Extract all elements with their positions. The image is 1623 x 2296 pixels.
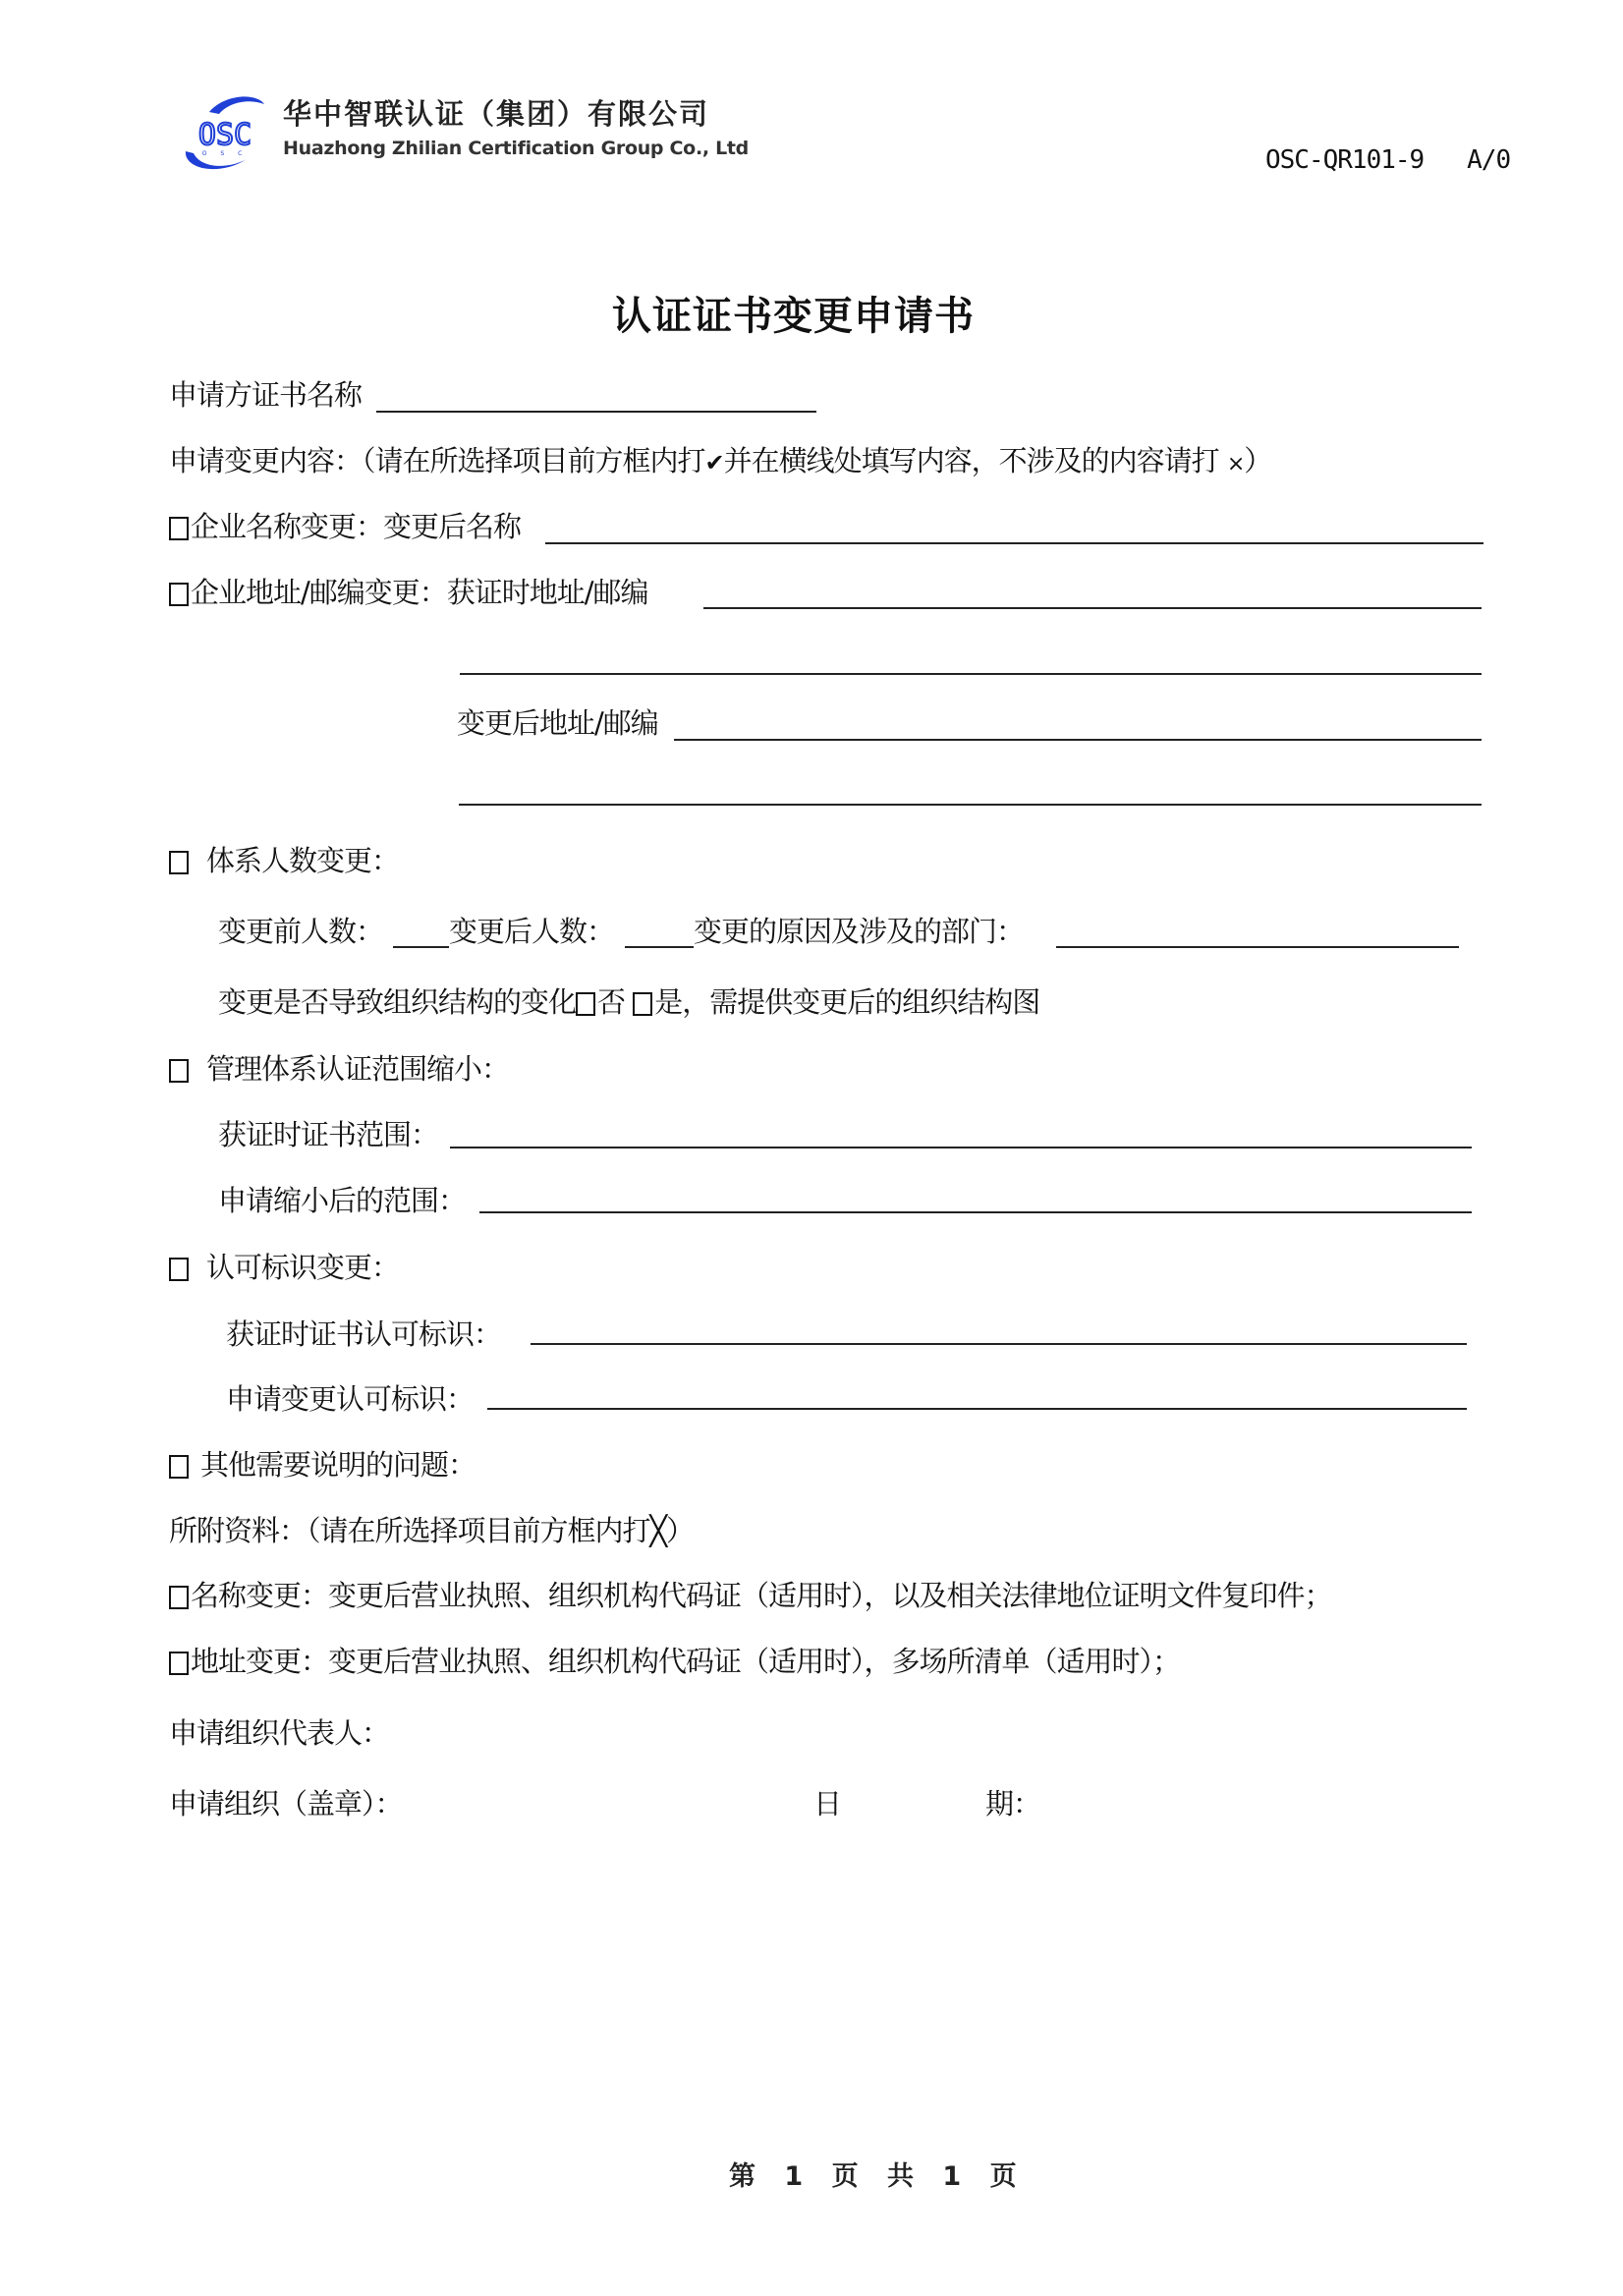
staff-change-row: 体系人数变更： bbox=[169, 843, 399, 878]
name-change-row: 企业名称变更：变更后名称 bbox=[169, 509, 521, 544]
attachment-item: 名称变更：变更后营业执照、组织机构代码证（适用时），以及相关法律地位证明文件复印件； bbox=[169, 1578, 1332, 1613]
original-address-field[interactable] bbox=[703, 607, 1482, 609]
cert-name-field[interactable] bbox=[376, 411, 816, 413]
other-issues-checkbox[interactable] bbox=[169, 1455, 189, 1479]
representative-label: 申请组织代表人： bbox=[169, 1716, 390, 1750]
org-structure-question: 变更是否导致组织结构的变化 否 是，需提供变更后的组织结构图 bbox=[218, 985, 1040, 1019]
new-address-field[interactable] bbox=[674, 739, 1482, 741]
change-reason-label: 变更的原因及涉及的部门： bbox=[694, 915, 1025, 948]
cert-name-label: 申请方证书名称 bbox=[169, 378, 363, 412]
original-mark-label: 获证时证书认可标识： bbox=[226, 1317, 502, 1351]
new-name-field[interactable] bbox=[545, 542, 1483, 544]
staff-before-label: 变更前人数： bbox=[218, 915, 384, 948]
scope-reduction-checkbox[interactable] bbox=[169, 1059, 189, 1083]
attachment-name-change-checkbox[interactable] bbox=[169, 1586, 189, 1609]
address-change-checkbox[interactable] bbox=[169, 583, 189, 606]
scope-reduction-row: 管理体系认证范围缩小： bbox=[169, 1051, 509, 1087]
date-label-part2: 期： bbox=[985, 1787, 1041, 1820]
new-mark-field[interactable] bbox=[487, 1408, 1467, 1410]
staff-after-label: 变更后人数： bbox=[449, 915, 615, 948]
address-change-row: 企业地址/邮编变更：获证时地址/邮编 bbox=[169, 575, 648, 610]
staff-after-field[interactable] bbox=[625, 946, 694, 948]
reduced-scope-field[interactable] bbox=[479, 1211, 1472, 1213]
name-change-checkbox[interactable] bbox=[169, 517, 189, 540]
staff-change-checkbox[interactable] bbox=[169, 851, 189, 874]
attachments-label: 所附资料：（请在所选择项目前方框内打╳） bbox=[169, 1514, 694, 1547]
accreditation-change-row: 认可标识变更： bbox=[169, 1250, 399, 1285]
original-scope-field[interactable] bbox=[450, 1147, 1472, 1148]
org-change-no-checkbox[interactable] bbox=[576, 992, 595, 1016]
page-number: 第 1 页 共 1 页 bbox=[729, 2161, 1027, 2192]
new-address-label: 变更后地址/邮编 bbox=[457, 706, 658, 740]
change-reason-field[interactable] bbox=[1056, 946, 1459, 948]
reduced-scope-label: 申请缩小后的范围： bbox=[218, 1184, 467, 1217]
document-number: OSC-QR101-9 A/0 bbox=[1265, 145, 1511, 175]
org-change-yes-checkbox[interactable] bbox=[633, 992, 652, 1016]
original-address-field-line2[interactable] bbox=[460, 673, 1482, 675]
change-content-instruction: 申请变更内容：（请在所选择项目前方框内打✔并在横线处填写内容，不涉及的内容请打 ×） bbox=[169, 444, 1272, 477]
seal-label: 申请组织（盖章）： bbox=[169, 1787, 403, 1820]
page-title: 认证证书变更申请书 bbox=[612, 293, 975, 339]
logo-swoosh-icon bbox=[180, 90, 270, 177]
staff-before-field[interactable] bbox=[393, 946, 449, 948]
osc-logo bbox=[180, 90, 270, 177]
attachment-item: 地址变更：变更后营业执照、组织机构代码证（适用时），多场所清单（适用时）； bbox=[169, 1644, 1180, 1679]
cross-mark-icon: × bbox=[1226, 452, 1245, 476]
date-label-part1: 日 bbox=[813, 1787, 842, 1820]
original-mark-field[interactable] bbox=[531, 1343, 1467, 1345]
check-mark-icon: ✔ bbox=[704, 449, 724, 476]
attachment-address-change-checkbox[interactable] bbox=[169, 1652, 189, 1675]
svg-text:OSC: OSC bbox=[197, 118, 252, 152]
company-name-en: Huazhong Zhilian Certification Group Co., Ltd bbox=[283, 138, 749, 159]
other-issues-row: 其他需要说明的问题： bbox=[169, 1447, 476, 1483]
company-name-cn: 华中智联认证（集团）有限公司 bbox=[283, 97, 710, 131]
svg-text:O S C: O S C bbox=[201, 150, 249, 157]
new-address-field-line2[interactable] bbox=[459, 804, 1482, 806]
new-mark-label: 申请变更认可标识： bbox=[226, 1382, 475, 1416]
accreditation-change-checkbox[interactable] bbox=[169, 1258, 189, 1281]
original-scope-label: 获证时证书范围： bbox=[218, 1118, 439, 1151]
